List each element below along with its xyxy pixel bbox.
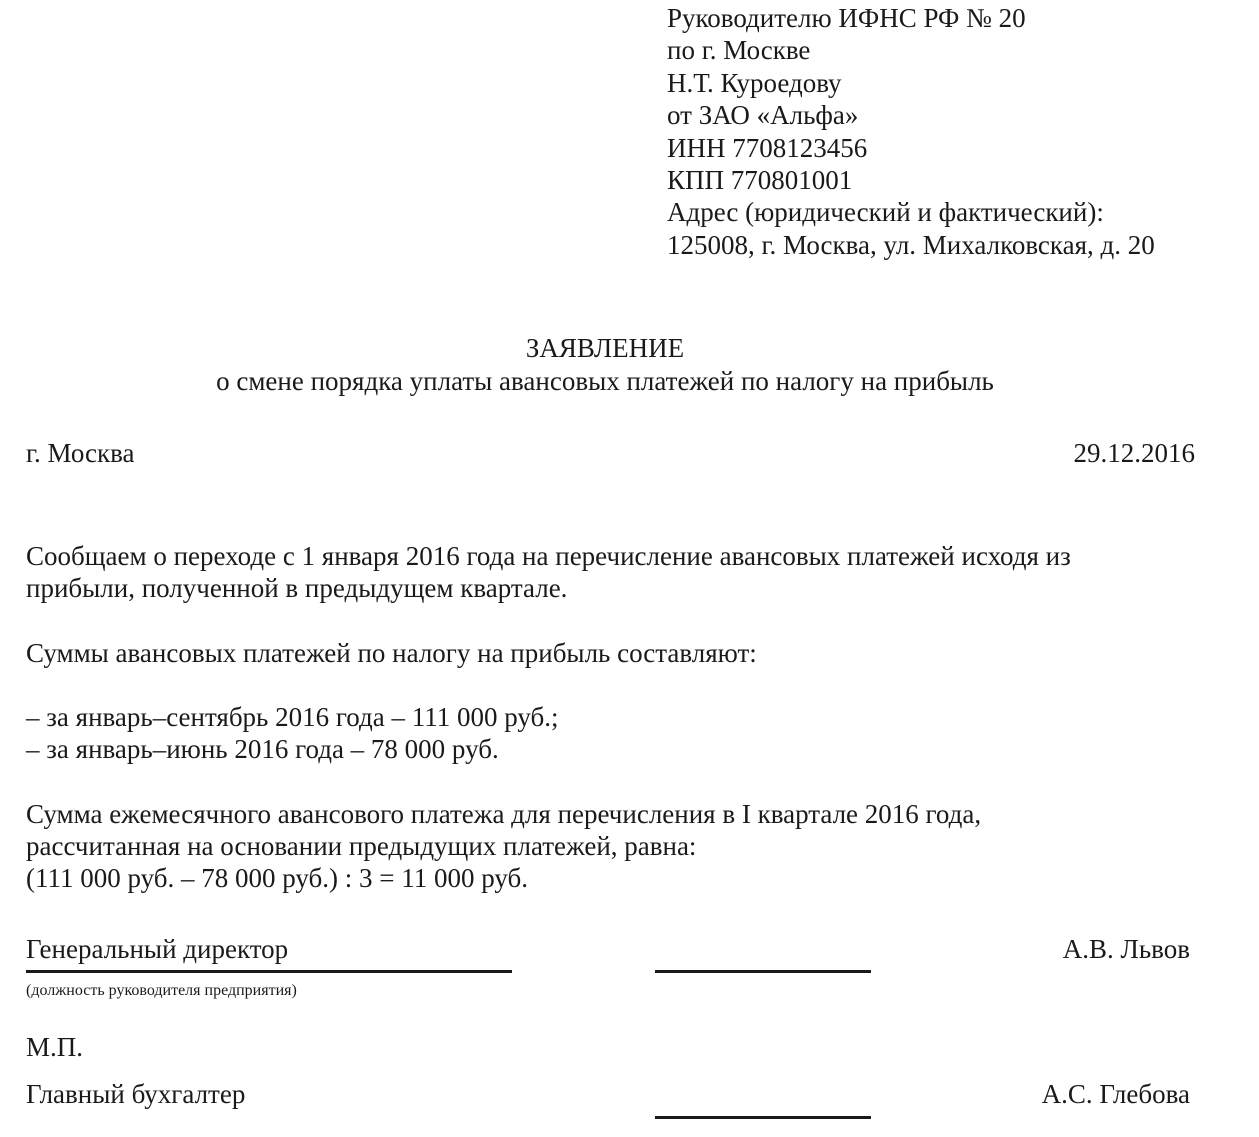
addressee-line: Адрес (юридический и фактический): bbox=[667, 197, 1104, 228]
paragraph-line: прибыли, полученной в предыдущем квартале. bbox=[26, 573, 568, 603]
accountant-position: Главный бухгалтер bbox=[26, 1079, 246, 1109]
stamp-place: М.П. bbox=[26, 1032, 84, 1062]
document-title: ЗАЯВЛЕНИЕ bbox=[525, 333, 685, 363]
accountant-signature-line bbox=[655, 1116, 871, 1119]
addressee-line: от ЗАО «Альфа» bbox=[667, 100, 859, 131]
paragraph-line: Сумма ежемесячного авансового платежа для перечисления в I квартале 2016 года, bbox=[26, 799, 982, 829]
position-underline bbox=[26, 970, 512, 973]
paragraph-line: (111 000 руб. – 78 000 руб.) : 3 = 11 000 руб. bbox=[26, 863, 529, 893]
list-item: – за январь–июнь 2016 года – 78 000 руб. bbox=[26, 734, 499, 764]
addressee-line: 125008, г. Москва, ул. Михалковская, д. 20 bbox=[667, 229, 1155, 260]
paragraph-line: Сообщаем о переходе с 1 января 2016 года на перечисление авансовых платежей исходя из bbox=[26, 541, 1071, 571]
list-item: – за январь–сентябрь 2016 года – 111 000 руб.; bbox=[26, 702, 559, 732]
addressee-line: КПП 770801001 bbox=[667, 165, 853, 196]
position-caption: (должность руководителя предприятия) bbox=[26, 982, 297, 999]
amounts-list bbox=[26, 701, 559, 765]
paragraph-transition bbox=[26, 540, 1071, 604]
addressee-line: Руководителю ИФНС РФ № 20 bbox=[667, 3, 1026, 33]
director-position: Генеральный директор bbox=[26, 934, 289, 964]
director-signature-line bbox=[655, 970, 871, 973]
city: г. Москва bbox=[26, 438, 135, 468]
addressee-line: ИНН 7708123456 bbox=[667, 132, 868, 163]
paragraph-line: рассчитанная на основании предыдущих платежей, равна: bbox=[26, 831, 697, 861]
addressee-block bbox=[667, 2, 1155, 261]
document-date: 29.12.2016 bbox=[1073, 438, 1195, 468]
paragraph-monthly-payment bbox=[26, 798, 981, 894]
addressee-line: Н.Т. Куроедову bbox=[667, 67, 842, 98]
paragraph-amounts-intro: Суммы авансовых платежей по налогу на прибыль составляют: bbox=[26, 638, 757, 668]
director-name: А.В. Львов bbox=[1062, 934, 1190, 964]
addressee-line: по г. Москве bbox=[667, 35, 811, 66]
document-subtitle: о смене порядка уплаты авансовых платежей по налогу на прибыль bbox=[216, 366, 994, 396]
accountant-name: А.С. Глебова bbox=[1041, 1079, 1190, 1109]
